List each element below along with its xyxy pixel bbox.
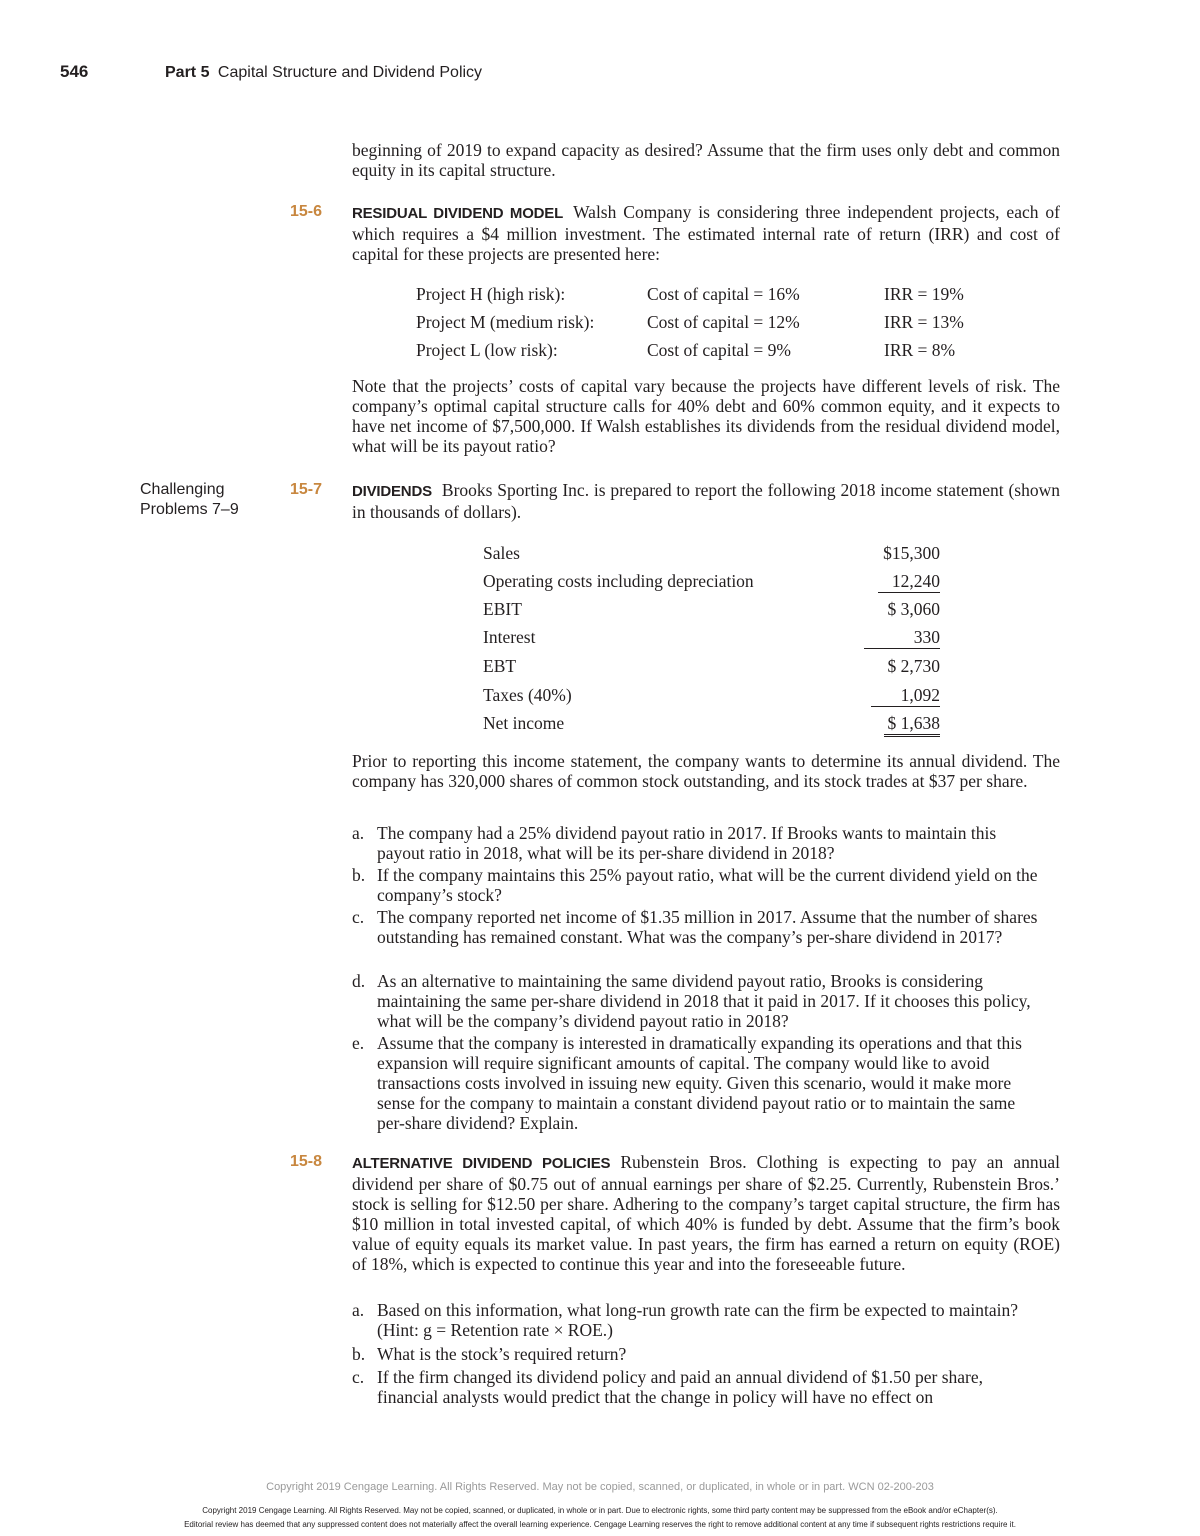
income-row bbox=[483, 543, 940, 571]
problem-15-8-title: ALTERNATIVE DIVIDEND POLICIES bbox=[352, 1155, 611, 1172]
income-value: 12,240 bbox=[878, 571, 940, 593]
item-text: Assume that the company is interested in dramatically expanding its operations and that this expansion will require significant amounts of capital. The company would like to avoid transactions costs involved in issuing new equity. Given this scenario, would it make more sense for the company to maintain a constant dividend payout ratio or to maintain the same per-share dividend? Explain. bbox=[377, 1033, 1022, 1133]
item-text: What is the stock’s required return? bbox=[377, 1344, 627, 1364]
sidebar-line: Problems 7–9 bbox=[140, 501, 239, 518]
item-text: If the firm changed its dividend policy and paid an annual dividend of $1.50 per share, financial analysts would predict that the change in policy will have no effect on bbox=[377, 1367, 984, 1407]
income-label: Interest bbox=[483, 627, 536, 647]
income-label: Taxes (40%) bbox=[483, 685, 572, 705]
problem-15-6-text: Walsh Company is considering three independent projects, each of which requires a $4 million investment. The estimated internal rate of return (IRR) and cost of capital for these projects are presented here: bbox=[352, 202, 1060, 264]
question-item bbox=[352, 1344, 1042, 1364]
project-cost: Cost of capital = 12% bbox=[647, 312, 800, 332]
continuation-text: beginning of 2019 to expand capacity as desired? Assume that the firm uses only debt and common equity in its capital structure. bbox=[352, 140, 1060, 180]
sidebar-label bbox=[140, 480, 239, 520]
question-item bbox=[352, 1033, 1042, 1133]
project-name: Project H (high risk): bbox=[416, 284, 566, 304]
running-head bbox=[165, 64, 482, 82]
income-value: $ 3,060 bbox=[887, 599, 940, 619]
problem-number-15-8: 15-8 bbox=[290, 1153, 323, 1170]
income-label: Sales bbox=[483, 543, 520, 563]
item-letter: c. bbox=[352, 907, 365, 927]
question-item bbox=[352, 907, 1042, 947]
item-text: Based on this information, what long-run growth rate can the firm be expected to maintain? (Hint: g = Retention rate × ROE.) bbox=[377, 1300, 1018, 1340]
income-row bbox=[483, 685, 940, 713]
item-letter: b. bbox=[352, 1344, 366, 1364]
legal-line: Copyright 2019 Cengage Learning. All Rights Reserved. May not be copied, scanned, or duplicated, in whole or in part. Due to electronic rights, some third party content may be suppressed from the eBook and/or eChapter(s). bbox=[202, 1506, 998, 1515]
income-value: 330 bbox=[864, 627, 940, 649]
income-label: Net income bbox=[483, 713, 565, 733]
question-item bbox=[352, 971, 1042, 1031]
page-number: 546 bbox=[60, 62, 89, 81]
item-letter: e. bbox=[352, 1033, 365, 1053]
project-cost: Cost of capital = 9% bbox=[647, 340, 792, 360]
item-letter: c. bbox=[352, 1367, 365, 1387]
item-letter: a. bbox=[352, 1300, 365, 1320]
income-row bbox=[483, 571, 940, 599]
problem-number-15-6: 15-6 bbox=[290, 203, 323, 220]
problem-15-6-note: Note that the projects’ costs of capital vary because the projects have different levels of risk. The company’s optimal capital structure calls for 40% debt and 60% common equity, and it expects to have net income of $7,500,000. If Walsh establishes its dividends from the residual dividend model, what will be its payout ratio? bbox=[352, 376, 1060, 456]
project-irr: IRR = 13% bbox=[884, 312, 964, 332]
problem-15-7-title: DIVIDENDS bbox=[352, 483, 432, 500]
income-row bbox=[483, 627, 940, 655]
problem-15-7-prior: Prior to reporting this income statement, the company wants to determine its annual dividend. The company has 320,000 shares of common stock outstanding, and its stock trades at $37 per share. bbox=[352, 751, 1060, 791]
item-text: If the company maintains this 25% payout ratio, what will be the current dividend yield on the company’s stock? bbox=[377, 865, 1038, 905]
project-irr: IRR = 19% bbox=[884, 284, 964, 304]
item-text: The company had a 25% dividend payout ratio in 2017. If Brooks wants to maintain this payout ratio in 2018, what will be its per-share dividend in 2018? bbox=[377, 823, 997, 863]
income-row bbox=[483, 599, 940, 627]
legal-line: Editorial review has deemed that any suppressed content does not materially affect the overall learning experience. Cengage Learning reserves the right to remove additional content at any time if subsequent rights restrictions require it. bbox=[184, 1520, 1016, 1529]
income-label: EBT bbox=[483, 656, 517, 676]
income-value: $ 1,638 bbox=[884, 713, 941, 737]
question-item bbox=[352, 823, 1042, 863]
item-letter: a. bbox=[352, 823, 365, 843]
item-letter: b. bbox=[352, 865, 366, 885]
part-title: Capital Structure and Dividend Policy bbox=[217, 64, 483, 81]
legal-notice bbox=[0, 1504, 1200, 1532]
item-text: The company reported net income of $1.35 million in 2017. Assume that the number of shares outstanding has remained constant. What was the company’s per-share dividend in 2017? bbox=[377, 907, 1038, 947]
project-name: Project M (medium risk): bbox=[416, 312, 595, 332]
item-letter: d. bbox=[352, 971, 366, 991]
sidebar-line: Challenging bbox=[140, 481, 225, 498]
part-label: Part 5 bbox=[165, 64, 210, 81]
problem-15-7-intro bbox=[352, 480, 1060, 522]
problem-15-6-intro bbox=[352, 202, 1060, 264]
problem-number-15-7: 15-7 bbox=[290, 481, 323, 498]
income-row bbox=[483, 713, 940, 741]
copyright-notice: Copyright 2019 Cengage Learning. All Rights Reserved. May not be copied, scanned, or duplicated, in whole or in part. WCN 02-200-203 bbox=[266, 1481, 934, 1493]
problem-15-7-text: Brooks Sporting Inc. is prepared to report the following 2018 income statement (shown in thousands of dollars). bbox=[352, 480, 1060, 522]
problem-15-8-text: Rubenstein Bros. Clothing is expecting to pay an annual dividend per share of $0.75 out of annual earnings per share of $2.25. Currently, Rubenstein Bros.’ stock is selling for $12.50 per share. Adhering to the company’s target capital structure, the firm has $10 million in total invested capital, of which 40% is funded by debt. Assume that the firm’s book value of equity equals its market value. In past years, the firm has earned a return on equity (ROE) of 18%, which is expected to continue this year and into the foreseeable future. bbox=[352, 1152, 1060, 1274]
question-item bbox=[352, 865, 1042, 905]
income-row bbox=[483, 656, 940, 684]
problem-15-8-intro bbox=[352, 1152, 1060, 1274]
income-label: EBIT bbox=[483, 599, 522, 619]
income-value: 1,092 bbox=[871, 685, 940, 707]
question-item bbox=[352, 1300, 1042, 1340]
item-text: As an alternative to maintaining the same dividend payout ratio, Brooks is considering maintaining the same per-share dividend in 2018 that it paid in 2017. If it chooses this policy, what will be the company’s dividend payout ratio in 2018? bbox=[377, 971, 1031, 1031]
question-item bbox=[352, 1367, 1042, 1407]
income-value: $ 2,730 bbox=[887, 656, 940, 676]
project-cost: Cost of capital = 16% bbox=[647, 284, 800, 304]
income-label: Operating costs including depreciation bbox=[483, 571, 754, 591]
income-value: $15,300 bbox=[883, 543, 940, 563]
problem-15-6-title: RESIDUAL DIVIDEND MODEL bbox=[352, 205, 564, 222]
project-name: Project L (low risk): bbox=[416, 340, 558, 360]
project-irr: IRR = 8% bbox=[884, 340, 956, 360]
